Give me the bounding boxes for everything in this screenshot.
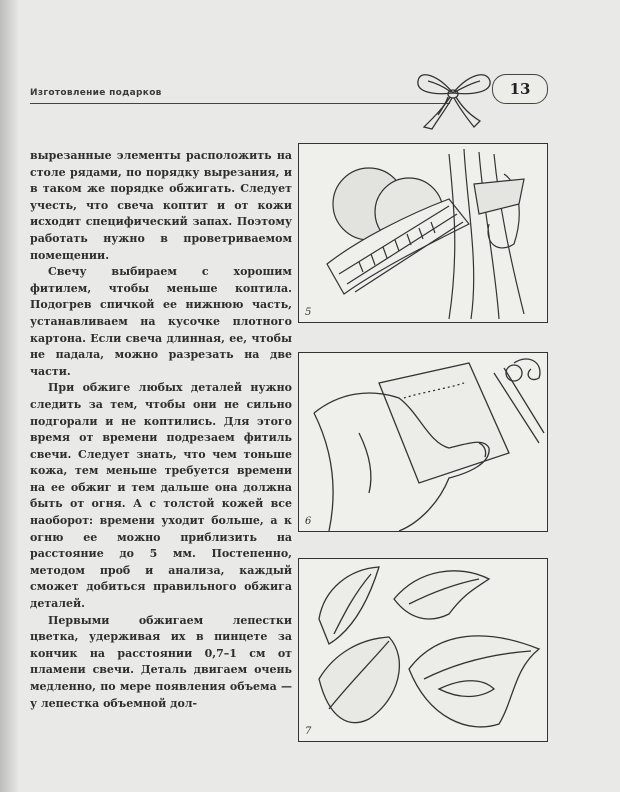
paragraph: Первыми обжигаем лепестки цветка, удерживая их в пинцете за кончик на расстоянии 0,7–1 см от пламени свечи. Деталь двигаем очень медленно, по мере появления объема — у лепестка объемной дол-: [30, 613, 292, 710]
figure-number: 5: [305, 307, 312, 318]
page-gutter-shadow: [0, 0, 18, 792]
paragraph: вырезанные элементы расположить на столе рядами, по порядку вырезания, и в таком же порядке обжигать. Следует учесть, что свеча коптит и от кожи исходит специфический запах. Поэтому работать нужно в проветриваемом помещении.: [30, 149, 292, 262]
figure-5: [298, 143, 548, 323]
body-text-column: [30, 148, 292, 712]
leather-fringe-illustration-icon: [299, 144, 547, 322]
page-number-text: 13: [509, 80, 531, 98]
figure-number: 6: [305, 516, 312, 527]
section-title: Изготовление подарков: [30, 88, 162, 98]
header-rule: [30, 103, 450, 104]
leaf-cutouts-illustration-icon: [299, 559, 547, 741]
paragraph: Свечу выбираем с хорошим фитилем, чтобы меньше коптила. Подогрев спичкой ее нижнюю часть, устанавливаем на кусочке плотного картона. Если свеча длинная, ее, чтобы не падала, можно разрезать на две части.: [30, 265, 292, 378]
figure-6: [298, 352, 548, 532]
page-number: [492, 74, 548, 104]
paragraph: При обжиге любых деталей нужно следить за тем, чтобы они не сильно подгорали и не коптились. Для этого время от времени подрезаем фитиль свечи. Следует знать, что чем тоньше кожа, тем меньше требуется времени на ее обжиг и тем дальше она должна быть от огня. А с толстой кожей все наоборот: времени уходит больше, а к огню ее можно приблизить на расстояние до 5 мм. Постепенно, методом проб и анализа, каждый сможет добиться правильного обжига деталей.: [30, 381, 292, 611]
hand-with-scissors-illustration-icon: [299, 353, 547, 531]
figure-number: 7: [305, 726, 312, 737]
figure-7: [298, 558, 548, 742]
ribbon-bow-icon: [408, 55, 498, 135]
